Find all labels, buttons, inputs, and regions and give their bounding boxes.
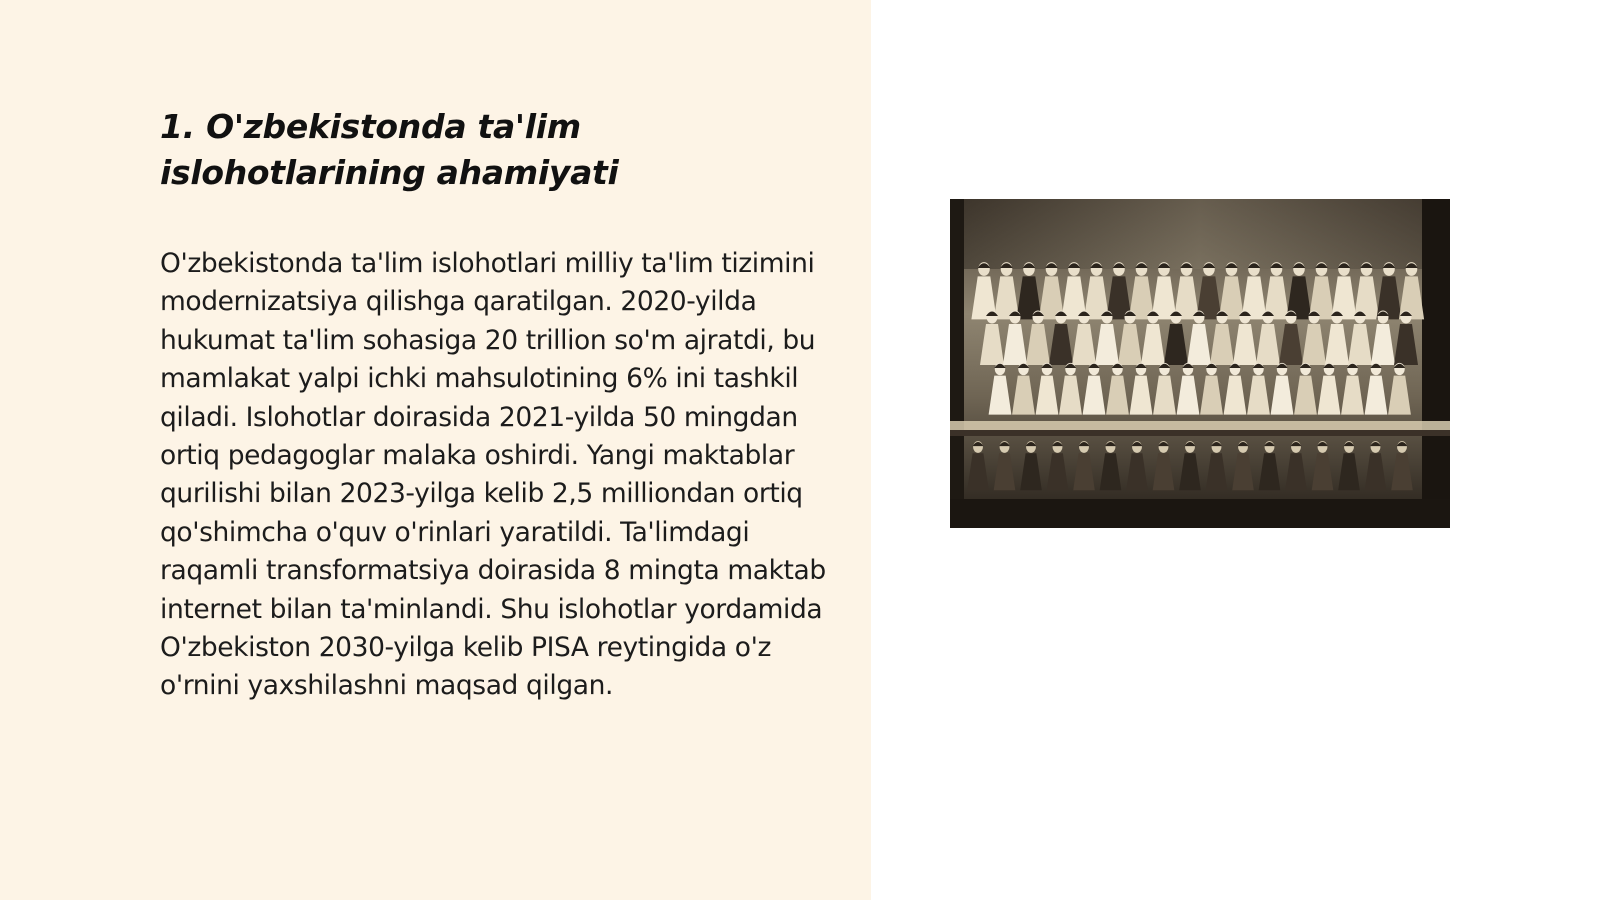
group-photo-drawing: [950, 199, 1450, 528]
slide-title: 1. O'zbekistonda ta'lim islohotlarining ahamiyati: [160, 107, 619, 192]
group-photo: [950, 199, 1450, 528]
slide-body-text: O'zbekistonda ta'lim islohotlari milliy ta'lim tizimini modernizatsiya qilishga qaratilgan. 2020-yilda hukumat ta'lim sohasiga 20 trillion so'm ajratdi, bu mamlakat yalpi ichki mahsulotining 6% ini tashkil qiladi. Islohotlar doirasida 2021-yilda 50 mingdan ortiq pedagoglar malaka oshirdi. Yangi maktablar qurilishi bilan 2023-yilga kelib 2,5 milliondan ortiq qo'shimcha o'quv o'rinlari yaratildi. Ta'limdagi raqamli transformatsiya doirasida 8 mingta maktab internet bilan ta'minlandi. Shu islohotlar yordamida O'zbekiston 2030-yilga kelib PISA reytingida o'z o'rnini yaxshilashni maqsad qilgan.: [160, 248, 826, 702]
